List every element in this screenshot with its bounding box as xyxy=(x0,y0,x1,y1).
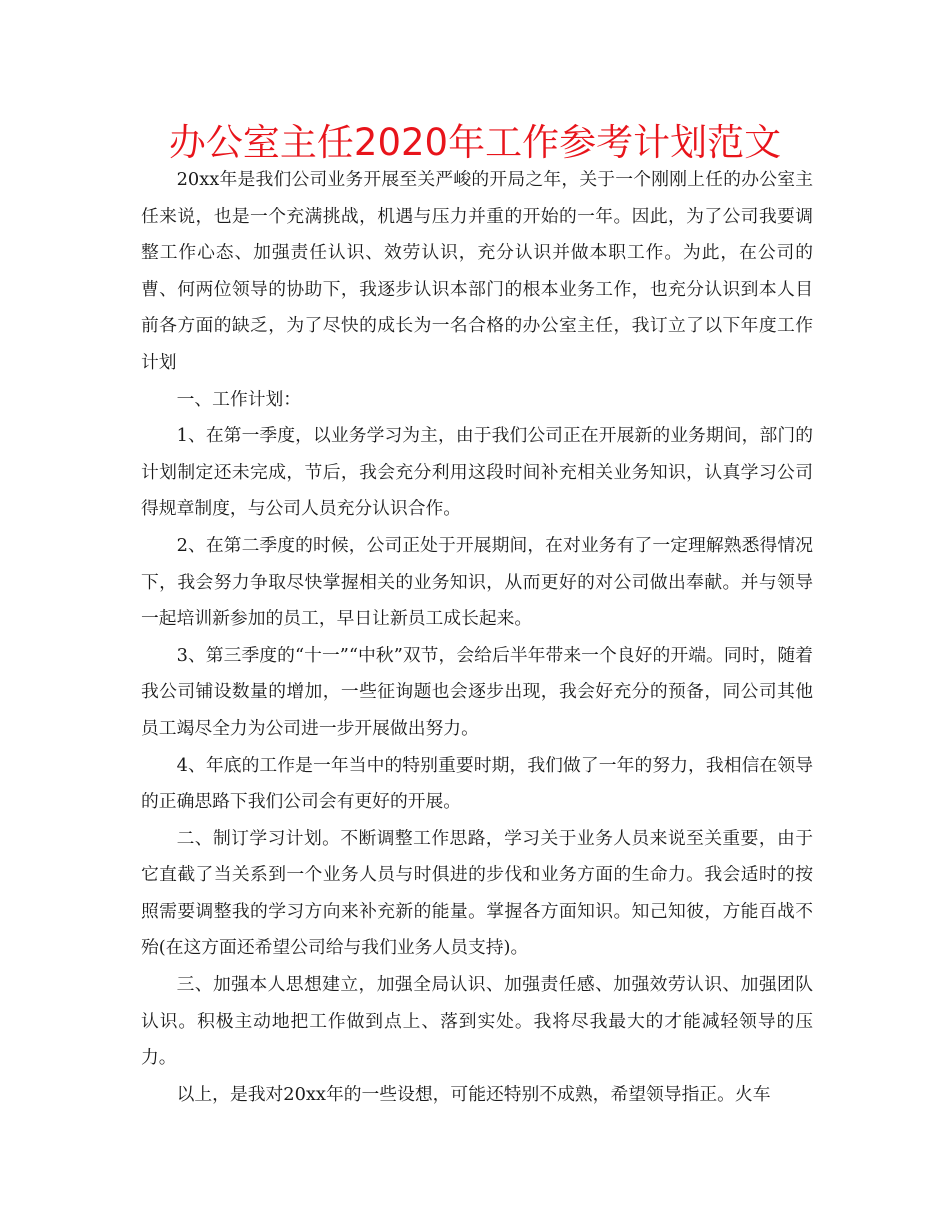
document-title: 办公室主任2020年工作参考计划范文 xyxy=(168,121,782,164)
plan-item-q1: 1、在第一季度，以业务学习为主，由于我们公司正在开展新的业务期间，部门的计划制定还未完成，节后，我会充分利用这段时间补充相关业务知识，认真学习公司得规章制度，与公司人员充分认识合作。 xyxy=(141,425,813,520)
section-heading-work-plan: 一、工作计划： xyxy=(176,388,302,410)
plan-item-q2: 2、在第二季度的时候，公司正处于开展期间，在对业务有了一定理解熟悉得情况下，我会努力争取尽快掌握相关的业务知识，从而更好的对公司做出奉献。并与领导一起培训新参加的员工，早日让新员工成长起来。 xyxy=(141,534,813,630)
plan-item-q3: 3、第三季度的“十一”“中秋”双节，会给后半年带来一个良好的开端。同时，随着我公司铺设数量的增加，一些征询题也会逐步出现，我会好充分的预备，同公司其他员工竭尽全力为公司进一步开展做出努力。 xyxy=(141,644,813,739)
study-plan-paragraph: 二、制订学习计划。不断调整工作思路，学习关于业务人员来说至关重要，由于它直截了当关系到一个业务人员与时俱进的步伐和业务方面的生命力。我会适时的按照需要调整我的学习方向来补充新的能量。掌握各方面知识。知己知彼，方能百战不殆(在这方面还希望公司给与我们业务人员支持)。 xyxy=(141,827,813,959)
closing-paragraph: 以上，是我对20xx年的一些设想，可能还特别不成熟，希望领导指正。火车 xyxy=(176,1083,771,1105)
self-improvement-paragraph: 三、加强本人思想建立，加强全局认识、加强责任感、加强效劳认识、加强团队认识。积极主动地把工作做到点上、落到实处。我将尽我最大的才能减轻领导的压力。 xyxy=(141,974,813,1069)
intro-paragraph: 20xx年是我们公司业务开展至关严峻的开局之年，关于一个刚刚上任的办公室主任来说，也是一个充满挑战，机遇与压力并重的开始的一年。因此，为了公司我要调整工作心态、加强责任认识、效劳认识，充分认识并做本职工作。为此，在公司的曹、何两位领导的协助下，我逐步认识本部门的根本业务工作，也充分认识到本人目前各方面的缺乏，为了尽快的成长为一名合格的办公室主任，我订立了以下年度工作计划 xyxy=(141,169,813,373)
document-body xyxy=(141,162,813,1113)
plan-item-q4: 4、年底的工作是一年当中的特别重要时期，我们做了一年的努力，我相信在领导的正确思路下我们公司会有更好的开展。 xyxy=(141,754,813,813)
